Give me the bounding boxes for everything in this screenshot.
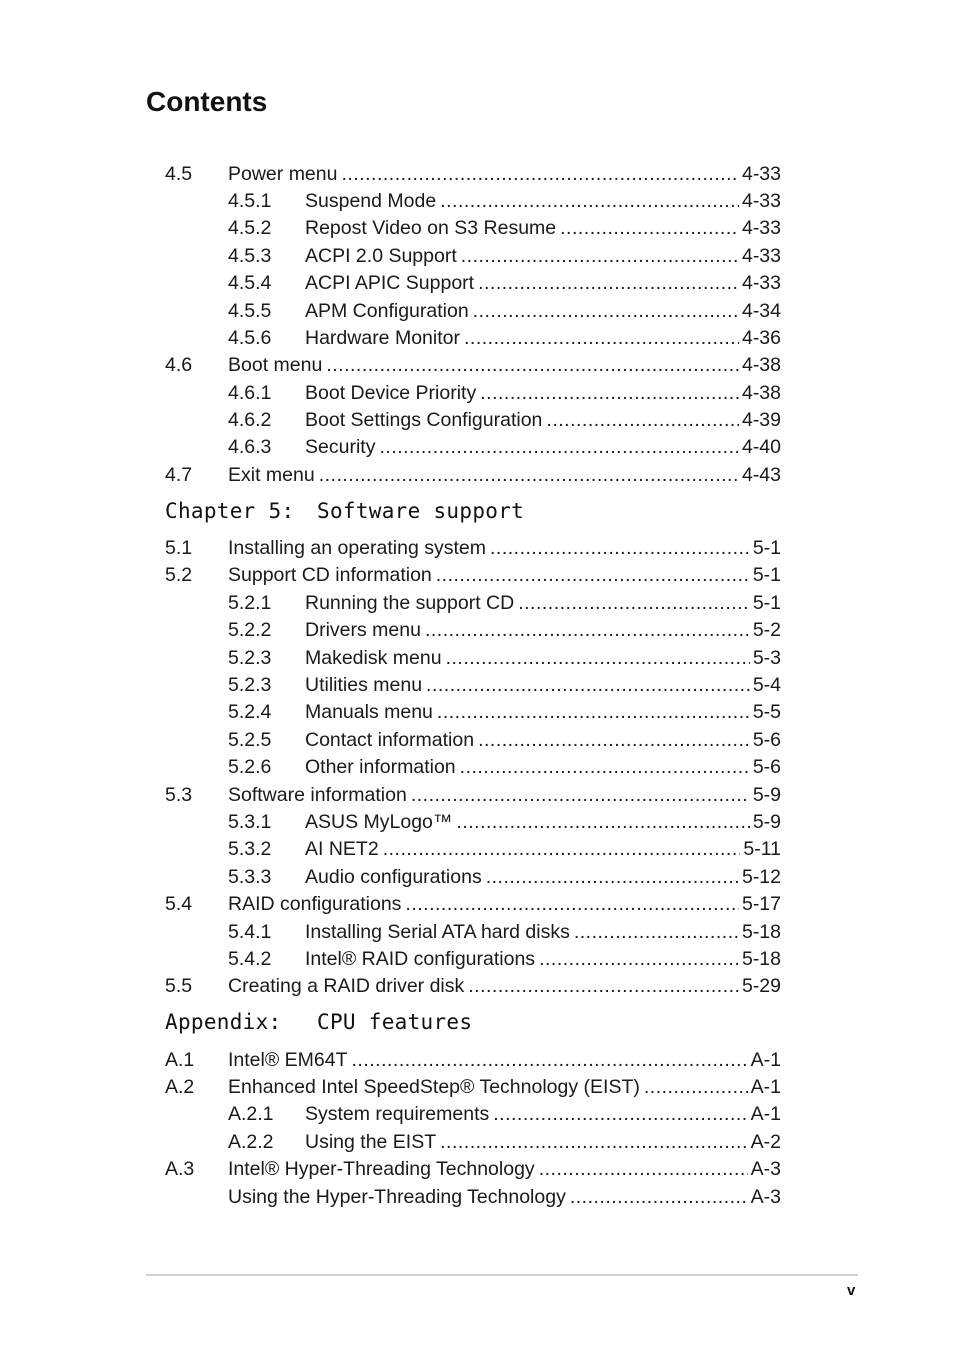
toc-entry-label: Installing an operating system (228, 537, 486, 559)
toc-entry-label: Other information (305, 756, 456, 778)
toc-entry-4-5-6[interactable] (0, 325, 954, 351)
toc-entry-5-4-1[interactable] (0, 919, 954, 945)
leader-dots (425, 617, 750, 643)
toc-entry-5-2-3[interactable] (0, 645, 954, 671)
toc-entry-5-3-1[interactable] (0, 809, 954, 835)
toc-entry-number: A.2 (165, 1076, 195, 1098)
toc-entry-number: 4.6.1 (228, 382, 272, 404)
toc-entry-number: 4.6.3 (228, 436, 272, 458)
toc-entry-5-2-2[interactable] (0, 617, 954, 643)
toc-entry-number: 5.2.3 (228, 674, 272, 696)
toc-entry-page: 4-33 (741, 272, 781, 294)
toc-entry-label: Boot Device Priority (305, 382, 477, 404)
toc-entry-number: 5.3.1 (228, 811, 272, 833)
toc-entry-5-2-6[interactable] (0, 754, 954, 780)
toc-entry-5-3-3[interactable] (0, 864, 954, 890)
toc-entry-label: System requirements (305, 1103, 490, 1125)
leader-dots (440, 1129, 748, 1155)
toc-entry-number: 4.6.2 (228, 409, 272, 431)
toc-entry-number: 5.3.3 (228, 866, 272, 888)
leader-dots (437, 699, 750, 725)
toc-entry-5-4[interactable] (0, 891, 954, 917)
leader-dots (460, 754, 750, 780)
toc-entry-label: Audio configurations (305, 866, 482, 888)
leader-dots (461, 243, 739, 269)
toc-entry-4-5[interactable] (0, 161, 954, 187)
toc-entry-page: 5-3 (752, 647, 781, 669)
chapter-heading[interactable] (165, 499, 524, 529)
toc-entry-4-6-1[interactable] (0, 380, 954, 406)
toc-entry-label: Using the Hyper-Threading Technology (228, 1186, 566, 1208)
toc-entry-page: 4-34 (741, 300, 781, 322)
toc-entry-number: 5.2.4 (228, 701, 272, 723)
toc-entry-label: Hardware Monitor (305, 327, 460, 349)
toc-entry-page: 5-1 (752, 592, 781, 614)
chapter-title: Software support (317, 499, 525, 523)
toc-entry-label: Boot menu (228, 354, 323, 376)
toc-entry-label: Creating a RAID driver disk (228, 975, 465, 997)
toc-entry-a-2[interactable] (0, 1074, 954, 1100)
toc-entry-page: A-2 (750, 1131, 781, 1153)
toc-entry-label: Exit menu (228, 464, 315, 486)
toc-entry-a-1[interactable] (0, 1047, 954, 1073)
toc-entry-number: A.2.2 (228, 1131, 274, 1153)
toc-entry-label: Intel® Hyper-Threading Technology (228, 1158, 535, 1180)
toc-entry-page: 5-11 (743, 838, 781, 860)
toc-entry-label: ACPI 2.0 Support (305, 245, 457, 267)
leader-dots (546, 407, 739, 433)
toc-entry-5-1[interactable] (0, 535, 954, 561)
leader-dots (379, 434, 739, 460)
toc-entry-label: Drivers menu (305, 619, 421, 641)
toc-entry-4-7[interactable] (0, 462, 954, 488)
toc-entry-page: 5-6 (752, 756, 781, 778)
toc-entry-label: Suspend Mode (305, 190, 437, 212)
toc-entry-4-6-2[interactable] (0, 407, 954, 433)
leader-dots (486, 864, 739, 890)
toc-entry-number: 5.4.1 (228, 921, 272, 943)
toc-entry-page: 5-18 (741, 948, 781, 970)
toc-entry-page: 5-9 (752, 784, 781, 806)
toc-entry-a-3-using[interactable] (0, 1184, 954, 1210)
toc-entry-number: 4.5.5 (228, 300, 272, 322)
toc-entry-number: 4.5.3 (228, 245, 272, 267)
leader-dots (518, 590, 750, 616)
toc-entry-number: 5.4.2 (228, 948, 272, 970)
toc-entry-label: Installing Serial ATA hard disks (305, 921, 570, 943)
toc-entry-page: 5-6 (752, 729, 781, 751)
leader-dots (644, 1074, 748, 1100)
toc-entry-page: A-1 (750, 1049, 781, 1071)
toc-entry-page: A-1 (750, 1076, 781, 1098)
toc-entry-number: 5.2 (165, 564, 193, 586)
appendix-heading[interactable] (165, 1010, 472, 1040)
toc-entry-a-3[interactable] (0, 1156, 954, 1182)
page-number: v (847, 1282, 856, 1299)
toc-entry-a-2-2[interactable] (0, 1129, 954, 1155)
toc-entry-number: 4.7 (165, 464, 193, 486)
toc-entry-number: 5.2.6 (228, 756, 272, 778)
toc-entry-label: Utilities menu (305, 674, 423, 696)
toc-entry-5-5[interactable] (0, 973, 954, 999)
toc-entry-page: 5-4 (752, 674, 781, 696)
toc-entry-page: 5-17 (741, 893, 781, 915)
toc-entry-number: 4.5.2 (228, 217, 272, 239)
leader-dots (456, 809, 749, 835)
leader-dots (480, 380, 739, 406)
toc-entry-number: 4.5.1 (228, 190, 272, 212)
leader-dots (560, 215, 739, 241)
toc-entry-page: 4-38 (741, 354, 781, 376)
toc-entry-page: 5-18 (741, 921, 781, 943)
leader-dots (539, 1156, 748, 1182)
toc-entry-page: 5-2 (752, 619, 781, 641)
toc-entry-number: A.3 (165, 1158, 195, 1180)
toc-entry-page: 4-33 (741, 190, 781, 212)
toc-entry-label: ASUS MyLogo™ (305, 811, 453, 833)
toc-entry-4-5-5[interactable] (0, 298, 954, 324)
toc-entry-5-2-1[interactable] (0, 590, 954, 616)
toc-entry-5-2[interactable] (0, 562, 954, 588)
toc-entry-number: 5.4 (165, 893, 193, 915)
toc-entry-page: A-3 (750, 1158, 781, 1180)
toc-entry-label: Makedisk menu (305, 647, 442, 669)
toc-entry-4-5-2[interactable] (0, 215, 954, 241)
chapter-number: Chapter 5: (165, 499, 295, 523)
toc-entry-page: 4-43 (741, 464, 781, 486)
leader-dots (478, 727, 750, 753)
toc-entry-page: A-1 (750, 1103, 781, 1125)
leader-dots (490, 535, 750, 561)
leader-dots (468, 973, 739, 999)
toc-entry-page: 5-12 (741, 866, 781, 888)
leader-dots (440, 188, 739, 214)
toc-entry-label: Software information (228, 784, 407, 806)
toc-entry-label: Repost Video on S3 Resume (305, 217, 557, 239)
toc-entry-4-6-3[interactable] (0, 434, 954, 460)
toc-entry-number: 5.5 (165, 975, 193, 997)
toc-entry-page: 5-1 (752, 537, 781, 559)
toc-entry-page: 5-1 (752, 564, 781, 586)
toc-entry-page: 4-33 (741, 163, 781, 185)
leader-dots (493, 1101, 747, 1127)
toc-entry-5-3[interactable] (0, 782, 954, 808)
appendix-label: Appendix: (165, 1010, 282, 1034)
toc-entry-label: Enhanced Intel SpeedStep® Technology (EIST) (228, 1076, 640, 1098)
toc-entry-page: 5-5 (752, 701, 781, 723)
toc-entry-number: 5.2.3 (228, 647, 272, 669)
toc-entry-number: 4.6 (165, 354, 193, 376)
leader-dots (446, 645, 750, 671)
toc-entry-page: 5-9 (752, 811, 781, 833)
toc-entry-label: Security (305, 436, 376, 458)
toc-entry-page: 4-33 (741, 245, 781, 267)
leader-dots (319, 462, 739, 488)
leader-dots (352, 1047, 748, 1073)
toc-entry-page: 4-36 (741, 327, 781, 349)
toc-entry-label: Support CD information (228, 564, 432, 586)
leader-dots (574, 919, 739, 945)
toc-entry-number: 5.2.1 (228, 592, 272, 614)
leader-dots (341, 161, 739, 187)
toc-entry-label: Boot Settings Configuration (305, 409, 543, 431)
toc-entry-5-2-4[interactable] (0, 699, 954, 725)
toc-entry-number: 4.5.4 (228, 272, 272, 294)
leader-dots (326, 352, 739, 378)
leader-dots (411, 782, 750, 808)
toc-entry-label: Using the EIST (305, 1131, 437, 1153)
toc-entry-label: Contact information (305, 729, 475, 751)
toc-entry-number: 4.5.6 (228, 327, 272, 349)
toc-entry-5-3-2[interactable] (0, 836, 954, 862)
toc-entry-5-4-2[interactable] (0, 946, 954, 972)
leader-dots (473, 298, 739, 324)
leader-dots (436, 562, 750, 588)
leader-dots (383, 836, 741, 862)
leader-dots (570, 1184, 748, 1210)
footer-divider (146, 1274, 858, 1276)
toc-entry-number: 5.3.2 (228, 838, 272, 860)
toc-entry-page: 4-38 (741, 382, 781, 404)
toc-entry-4-6[interactable] (0, 352, 954, 378)
toc-entry-number: 5.2.5 (228, 729, 272, 751)
appendix-title: CPU features (317, 1010, 473, 1034)
toc-entry-5-2-3b[interactable] (0, 672, 954, 698)
toc-entry-label: ACPI APIC Support (305, 272, 475, 294)
toc-entry-label: Intel® RAID configurations (305, 948, 536, 970)
toc-entry-number: A.2.1 (228, 1103, 274, 1125)
leader-dots (478, 270, 739, 296)
toc-entry-4-5-4[interactable] (0, 270, 954, 296)
toc-entry-number: 5.2.2 (228, 619, 272, 641)
toc-entry-label: APM Configuration (305, 300, 469, 322)
toc-entry-page: 4-33 (741, 217, 781, 239)
toc-entry-label: RAID configurations (228, 893, 402, 915)
toc-entry-label: Power menu (228, 163, 338, 185)
toc-entry-label: Manuals menu (305, 701, 433, 723)
toc-entry-number: 4.5 (165, 163, 193, 185)
toc-entry-4-5-1[interactable] (0, 188, 954, 214)
toc-entry-5-2-5[interactable] (0, 727, 954, 753)
toc-entry-4-5-3[interactable] (0, 243, 954, 269)
leader-dots (464, 325, 739, 351)
toc-entry-number: 5.1 (165, 537, 193, 559)
toc-entry-label: Running the support CD (305, 592, 515, 614)
toc-entry-page: 4-40 (741, 436, 781, 458)
toc-entry-number: A.1 (165, 1049, 195, 1071)
leader-dots (539, 946, 739, 972)
toc-entry-label: AI NET2 (305, 838, 379, 860)
toc-entry-a-2-1[interactable] (0, 1101, 954, 1127)
toc-entry-label: Intel® EM64T (228, 1049, 348, 1071)
page-title: Contents (146, 86, 268, 117)
leader-dots (426, 672, 750, 698)
leader-dots (405, 891, 739, 917)
toc-entry-page: A-3 (750, 1186, 781, 1208)
toc-entry-page: 4-39 (741, 409, 781, 431)
toc-entry-number: 5.3 (165, 784, 193, 806)
toc-entry-page: 5-29 (741, 975, 781, 997)
